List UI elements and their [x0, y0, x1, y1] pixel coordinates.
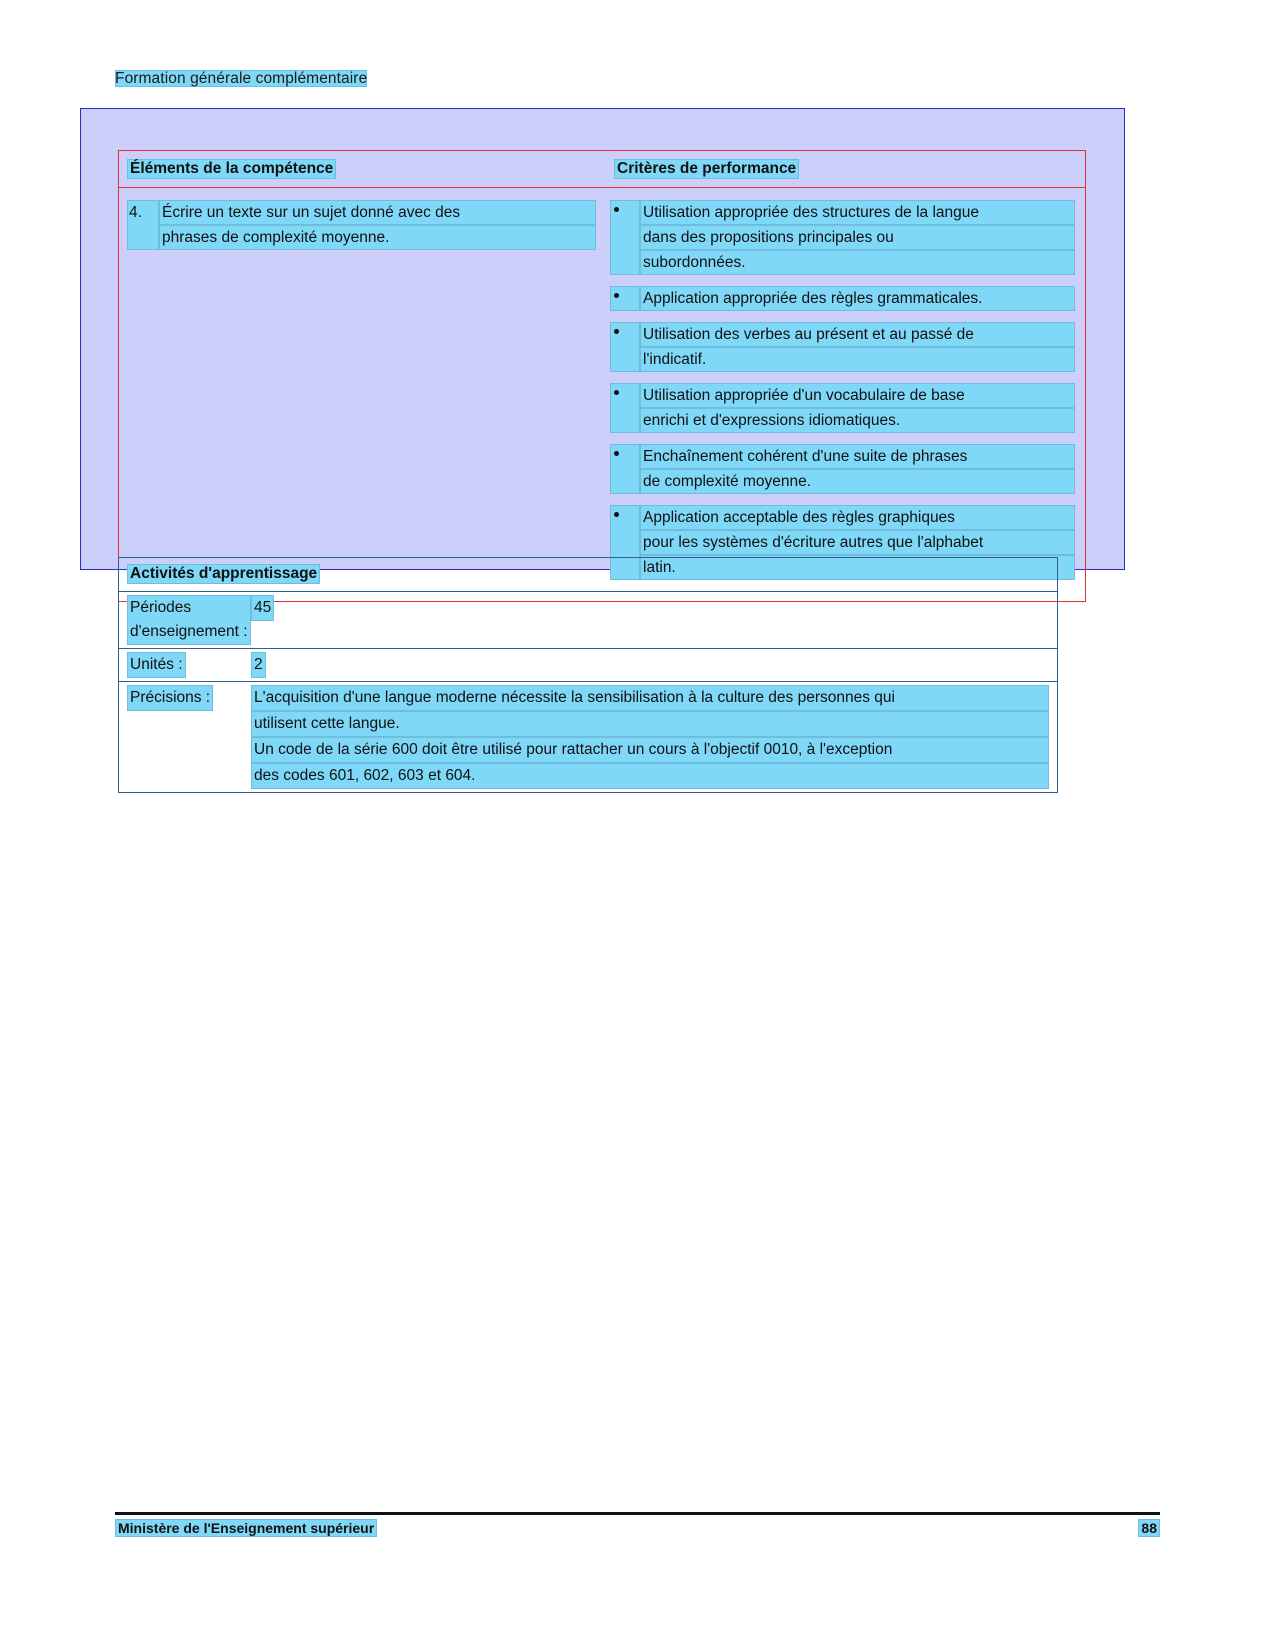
row-label	[127, 595, 251, 645]
cell-criteria	[606, 188, 1085, 601]
row-value	[251, 685, 1049, 789]
footer-ministry-label: Ministère de l'Enseignement supérieur	[115, 1519, 377, 1537]
criterion-text	[640, 383, 1075, 433]
element-text	[159, 200, 596, 250]
competency-table-header-row	[119, 151, 1085, 188]
bullet-icon	[610, 444, 640, 494]
activities-row-periods	[119, 592, 1057, 649]
criterion-line: latin.	[640, 555, 1075, 580]
criterion-line: subordonnées.	[640, 250, 1075, 275]
criterion-text	[640, 286, 1075, 311]
element-entry	[127, 200, 596, 250]
criterion-line: Application appropriée des règles grammaticales.	[640, 286, 1075, 311]
criterion-item	[610, 383, 1075, 433]
row-label	[127, 652, 251, 678]
header-label-criteria: Critères de performance	[614, 159, 799, 179]
criterion-text	[640, 200, 1075, 275]
activities-table	[118, 557, 1058, 793]
row-value-text: 2	[251, 652, 266, 678]
row-value-text: 45	[251, 595, 274, 621]
bullet-icon	[610, 286, 640, 311]
criterion-item	[610, 200, 1075, 275]
criterion-line: Utilisation appropriée des structures de la langue	[640, 200, 1075, 225]
criterion-line: de complexité moyenne.	[640, 469, 1075, 494]
header-cell-elements	[119, 159, 606, 179]
criterion-text	[640, 444, 1075, 494]
row-value-line: des codes 601, 602, 603 et 604.	[251, 763, 1049, 789]
page-header	[115, 70, 367, 88]
criterion-line: Utilisation des verbes au présent et au passé de	[640, 322, 1075, 347]
footer-page-number: 88	[1138, 1519, 1160, 1537]
criterion-line: Application acceptable des règles graphiques	[640, 505, 1075, 530]
criterion-line: Enchaînement cohérent d'une suite de phrases	[640, 444, 1075, 469]
row-label-text: Unités :	[127, 652, 186, 678]
criterion-item	[610, 322, 1075, 372]
bullet-icon	[610, 383, 640, 433]
header-label-elements: Éléments de la compétence	[127, 159, 336, 179]
row-value	[251, 652, 1049, 678]
row-value-line: utilisent cette langue.	[251, 711, 1049, 737]
row-value-line: L'acquisition d'une langue moderne nécessite la sensibilisation à la culture des personnes qui	[251, 685, 1049, 711]
activities-row-units	[119, 649, 1057, 682]
bullet-icon	[610, 200, 640, 275]
row-value	[251, 595, 1049, 645]
criterion-line: pour les systèmes d'écriture autres que l'alphabet	[640, 530, 1075, 555]
criterion-item	[610, 286, 1075, 311]
bullet-icon	[610, 322, 640, 372]
header-cell-criteria	[606, 159, 1085, 179]
criterion-line: dans des propositions principales ou	[640, 225, 1075, 250]
row-label	[127, 685, 251, 789]
criterion-line: enrichi et d'expressions idiomatiques.	[640, 408, 1075, 433]
cell-element	[119, 188, 606, 601]
activities-table-title-row	[119, 558, 1057, 592]
footer-divider	[115, 1512, 1160, 1515]
activities-row-precisions	[119, 682, 1057, 792]
criterion-item	[610, 444, 1075, 494]
page-footer	[115, 1519, 1160, 1537]
row-value-line: Un code de la série 600 doit être utilisé pour rattacher un cours à l'objectif 0010, à l'exception	[251, 737, 1049, 763]
row-label-text: Périodes d'enseignement :	[127, 595, 251, 645]
competency-table	[118, 150, 1086, 602]
element-text-line: Écrire un texte sur un sujet donné avec des	[159, 200, 596, 225]
row-label-text: Précisions :	[127, 685, 213, 711]
competency-table-body-row	[119, 188, 1085, 601]
element-number: 4.	[127, 200, 159, 250]
page-header-text: Formation générale complémentaire	[115, 70, 368, 87]
activities-title: Activités d'apprentissage	[127, 564, 320, 584]
element-text-line: phrases de complexité moyenne.	[159, 225, 596, 250]
criterion-text	[640, 322, 1075, 372]
criterion-line: l'indicatif.	[640, 347, 1075, 372]
criterion-line: Utilisation appropriée d'un vocabulaire de base	[640, 383, 1075, 408]
